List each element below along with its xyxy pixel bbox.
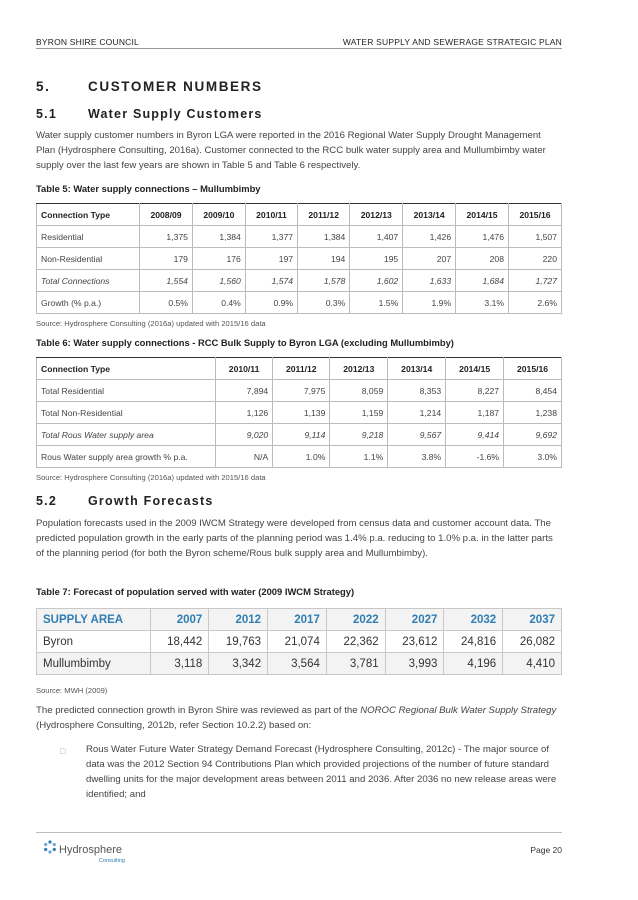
header-left: BYRON SHIRE COUNCIL: [36, 37, 139, 47]
section-5-2-paragraph: Population forecasts used in the 2009 IWCM Strategy were developed from census data and customer account data. The predicted population growth in the early parts of the planning period was 1.4% p.a. reducing to 1.0% p.a. in the latter parts of the planning period (for both the Byron scheme/Rous bulk supply area and Mullumbimby).: [36, 518, 553, 559]
header-right: WATER SUPPLY AND SEWERAGE STRATEGIC PLAN: [342, 37, 562, 47]
table-row: Total Residential 7,894 7,975 8,059 8,353 8,227 8,454: [37, 380, 562, 402]
header-divider: [36, 48, 562, 49]
hydrosphere-logo: [43, 840, 125, 864]
bullet-marker: □: [60, 746, 66, 756]
section-5-heading: 5. CUSTOMER NUMBERS: [36, 79, 263, 94]
table-row: Total Connections 1,554 1,560 1,574 1,578 1,602 1,633 1,684 1,727: [37, 270, 562, 292]
section-5-1-heading: 5.1 Water Supply Customers: [36, 107, 263, 121]
section-5-2-heading: 5.2 Growth Forecasts: [36, 494, 214, 508]
table-5-caption: Table 5: Water supply connections – Mullumbimby: [36, 183, 261, 194]
table-7: SUPPLY AREA 2007 2012 2017 2022 2027 2032 2037 Byron 18,442 19,763 21,074 22,362 23,612 24,816 26,082 Mullumbimby 3,118 3,342 3,564 3,781 3,993 4,196 4,410: [36, 608, 562, 675]
logo-name: Hydrosphere: [59, 844, 122, 856]
table-6-caption: Table 6: Water supply connections - RCC Bulk Supply to Byron LGA (excluding Mullumbimby): [36, 337, 454, 348]
table-7-source: Source: MWH (2009): [36, 686, 108, 695]
section-5-1-paragraph: Water supply customer numbers in Byron LGA were reported in the 2016 Regional Water Supply Drought Management Plan (Hydrosphere Consulting, 2016a). Customer connected to the RCC bulk water supply area and Mullumbimby water supply over the last few years are shown in Table 5 and Table 6 respectively.: [36, 130, 546, 171]
table-row: Byron 18,442 19,763 21,074 22,362 23,612 24,816 26,082: [37, 631, 562, 653]
footer-divider: [36, 832, 562, 833]
table-row: Residential 1,375 1,384 1,377 1,384 1,407 1,426 1,476 1,507: [37, 226, 562, 248]
table-5-source: Source: Hydrosphere Consulting (2016a) updated with 2015/16 data: [36, 319, 266, 328]
table-row: Total Non-Residential 1,126 1,139 1,159 1,214 1,187 1,238: [37, 402, 562, 424]
logo-subtitle: Consulting: [99, 858, 125, 864]
table-row: Growth (% p.a.) 0.5% 0.4% 0.9% 0.3% 1.5% 1.9% 3.1% 2.6%: [37, 292, 562, 314]
table-row: Non-Residential 179 176 197 194 195 207 208 220: [37, 248, 562, 270]
table-7-caption: Table 7: Forecast of population served with water (2009 IWCM Strategy): [36, 586, 355, 597]
table-row: Mullumbimby 3,118 3,342 3,564 3,781 3,993 4,196 4,410: [37, 653, 562, 675]
table-row: Rous Water supply area growth % p.a. N/A 1.0% 1.1% 3.8% -1.6% 3.0%: [37, 446, 562, 468]
page-header: [36, 37, 562, 47]
table-5: Connection Type 2008/09 2009/10 2010/11 2011/12 2012/13 2013/14 2014/15 2015/16 Residential 1,375 1,384 1,377 1,384 1,407 1,426 1,476 1,507 Non-Residential 179 176 197 194 195 207 208 220 Total Connections 1,554 1,560 1,574 1,578 1,602 1,633 1,684 1,727 Growth (% p.a.) 0.5% 0.4% 0.9% 0.3% 1.5% 1.9% 3.1% 2.6%: [36, 203, 562, 314]
table-row: Total Rous Water supply area 9,020 9,114 9,218 9,567 9,414 9,692: [37, 424, 562, 446]
hydrosphere-logo-icon: [43, 840, 57, 854]
table-6: Connection Type 2010/11 2011/12 2012/13 2013/14 2014/15 2015/16 Total Residential 7,894 7,975 8,059 8,353 8,227 8,454 Total Non-Residential 1,126 1,139 1,159 1,214 1,187 1,238 Total Rous Water supply area 9,020 9,114 9,218 9,567 9,414 9,692 Rous Water supply area growth % p.a. N/A 1.0% 1.1% 3.8% -1.6% 3.0%: [36, 357, 562, 468]
page-number: Page 20: [530, 845, 562, 855]
table-6-source: Source: Hydrosphere Consulting (2016a) updated with 2015/16 data: [36, 473, 266, 482]
bullet-paragraph: Rous Water Future Water Strategy Demand Forecast (Hydrosphere Consulting, 2012c) - The major source of data was the 2012 Section 94 Contributions Plan which provided projections of the number of future standard dwelling units for the major development areas between 2011 and 2036. After 2036 no new release areas were identified; and: [86, 744, 557, 800]
connection-paragraph: The predicted connection growth in Byron Shire was reviewed as part of the NOROC Regional Bulk Water Supply Strategy (Hydrosphere Consulting, 2012b, refer Section 10.2.2) based on:: [36, 705, 557, 731]
